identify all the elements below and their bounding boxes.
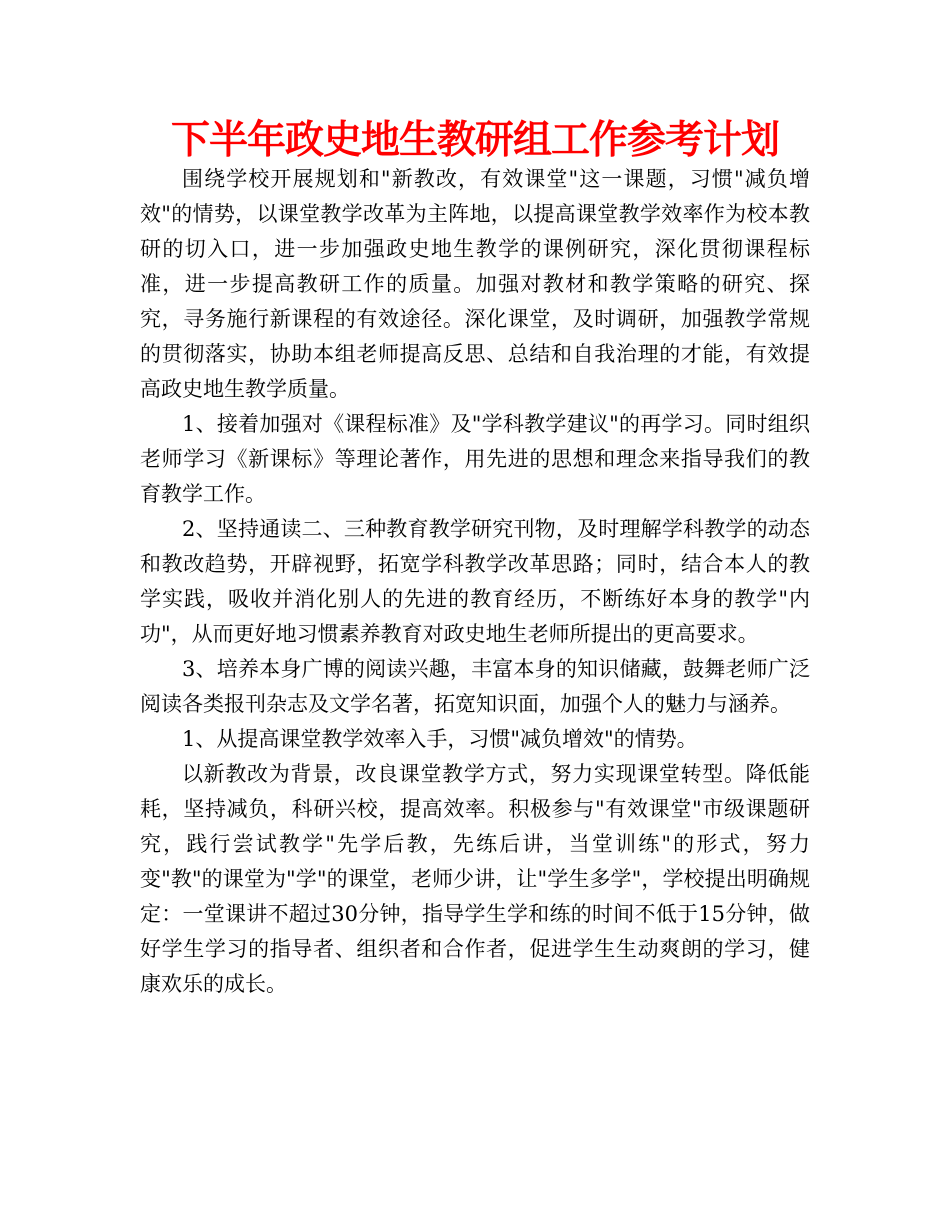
paragraph-new-reform: 以新教改为背景，改良课堂教学方式，努力实现课堂转型。降低能耗，坚持减负，科研兴校，提高效率。积极参与"有效课堂"市级课题研究，践行尝试教学"先学后教，先练后讲，当堂训练"的形式，努力变"教"的课堂为"学"的课堂，老师少讲，让"学生多学"，学校提出明确规定：一堂课讲不超过30分钟，指导学生学和练的时间不低于15分钟，做好学生学习的指导者、组织者和合作者，促进学生生动爽朗的学习，健康欢乐的成长。 (140, 762, 810, 996)
paragraph-item-1-study: 1、接着加强对《课程标准》及"学科教学建议"的再学习。同时组织老师学习《新课标》等理论著作，用先进的思想和理念来指导我们的教育教学工作。 (140, 412, 810, 506)
paragraph-intro: 围绕学校开展规划和"新教改，有效课堂"这一课题，习惯"减负增效"的情势，以课堂教学改革为主阵地，以提高课堂教学效率作为校本教研的切入口，进一步加强政史地生教学的课例研究，深化贯彻课程标准，进一步提高教研工作的质量。加强对教材和教学策略的研究、探究，寻务施行新课程的有效途径。深化课堂，及时调研，加强教学常规的贯彻落实，协助本组老师提高反思、总结和自我治理的才能，有效提高政史地生教学质量。 (140, 167, 810, 401)
document-title: 下半年政史地生教研组工作参考计划 (170, 118, 779, 163)
document-body (140, 162, 810, 1002)
paragraph-section-efficiency: 1、从提高课堂教学效率入手，习惯"减负增效"的情势。 (182, 727, 698, 751)
paragraph-item-2-reading: 2、坚持通读二、三种教育教学研究刊物，及时理解学科教学的动态和教改趋势，开辟视野，拓宽学科教学改革思路；同时，结合本人的教学实践，吸收并消化别人的先进的教育经历，不断练好本身的教学"内功"，从而更好地习惯素养教育对政史地生老师所提出的更高要求。 (140, 517, 810, 646)
paragraph-item-3-interest: 3、培养本身广博的阅读兴趣，丰富本身的知识储藏，鼓舞老师广泛阅读各类报刊杂志及文学名著，拓宽知识面，加强个人的魅力与涵养。 (140, 657, 810, 716)
